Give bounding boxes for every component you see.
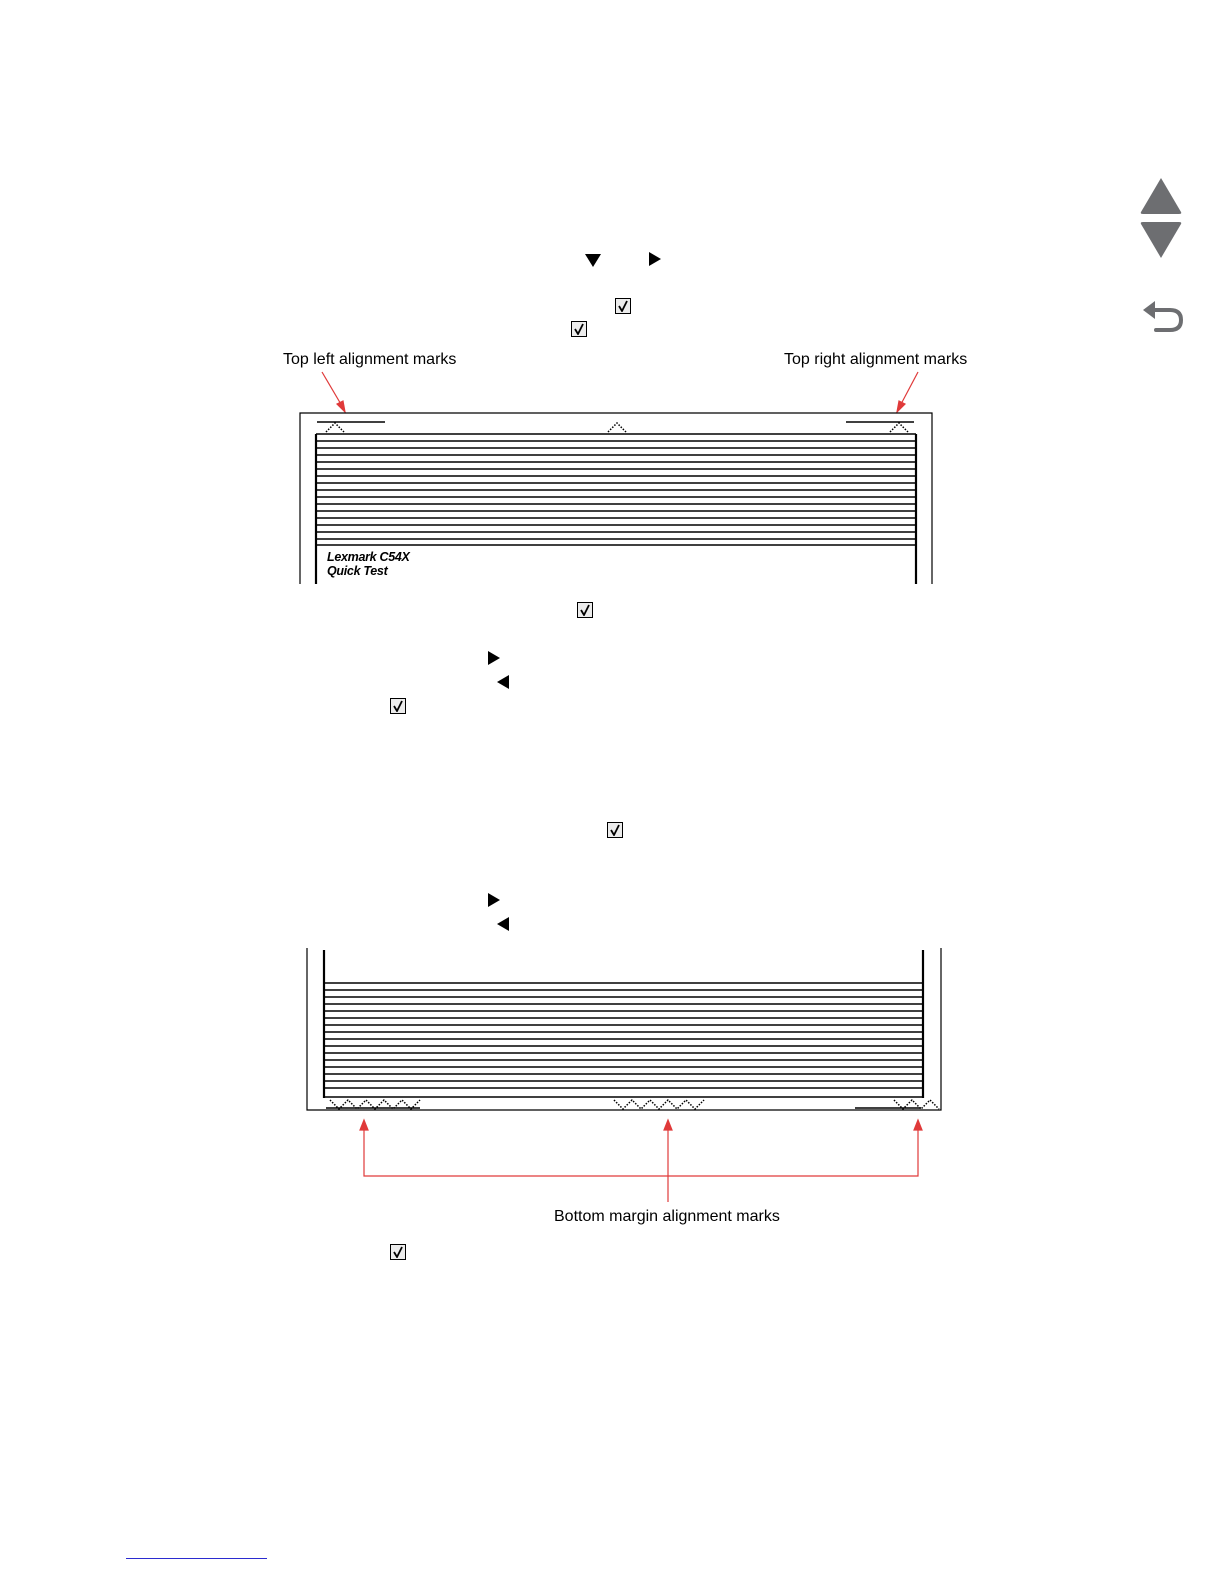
- logo-line-1: Lexmark C54X: [327, 550, 410, 564]
- top-left-marks-label: Top left alignment marks: [283, 351, 457, 368]
- bottom-alignment-marks: [330, 1100, 939, 1109]
- bottom-stripes: [324, 983, 923, 1097]
- bottom-callout-bracket: [360, 1120, 922, 1202]
- logo-line-2: Quick Test: [327, 564, 388, 578]
- checkmark-select-icon: [390, 1244, 406, 1260]
- bottom-page-outline: [307, 948, 941, 1110]
- footer-link-underline[interactable]: [126, 1558, 267, 1560]
- bottom-marks-label: Bottom margin alignment marks: [554, 1208, 780, 1225]
- top-right-marks-label: Top right alignment marks: [784, 351, 968, 368]
